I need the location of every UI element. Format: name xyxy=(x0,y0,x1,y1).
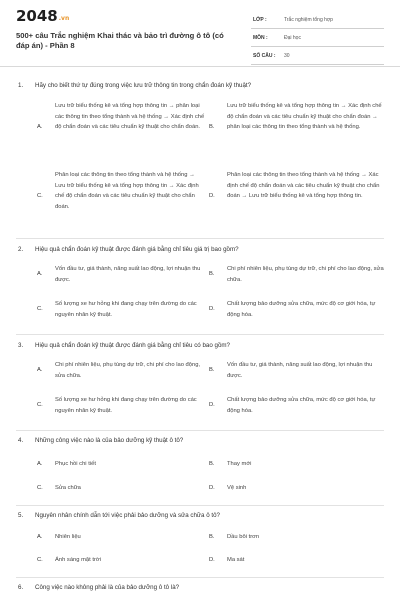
option-text: Chi phí nhiên liệu, phụ tùng dự trữ, chi phí cho lao động, sửa chữa. xyxy=(227,266,384,283)
option-b[interactable] xyxy=(209,532,384,544)
option-d[interactable] xyxy=(209,170,384,228)
option-letter: D. xyxy=(209,402,215,408)
option-a[interactable] xyxy=(37,360,205,384)
option-text: Phục hồi chi tiết xyxy=(55,461,96,467)
option-text: Chất lượng bảo dưỡng sửa chữa, mức độ cơ giới hóa, tự động hóa. xyxy=(227,397,376,414)
divider xyxy=(16,334,384,335)
question-number: 1. xyxy=(18,82,24,89)
option-d[interactable] xyxy=(209,555,384,567)
option-b[interactable] xyxy=(209,264,384,288)
option-b[interactable] xyxy=(209,459,384,471)
question-text: Những công việc nào là của bảo dưỡng kỹ thuật ô tô? xyxy=(35,437,184,444)
option-text: Ánh sáng mặt trời xyxy=(55,557,102,563)
option-c[interactable] xyxy=(37,299,205,323)
option-c[interactable] xyxy=(37,555,205,567)
option-b[interactable] xyxy=(209,101,384,159)
divider xyxy=(16,430,384,431)
question-number: 3. xyxy=(18,342,24,349)
option-letter: D. xyxy=(209,557,215,563)
question-text: Nguyên nhân chính dẫn tới việc phải bảo dưỡng và sửa chữa ô tô? xyxy=(35,512,220,519)
question-number: 5. xyxy=(18,512,24,519)
option-c[interactable] xyxy=(37,483,205,495)
option-letter: B. xyxy=(209,461,215,467)
option-text: Ma sát xyxy=(227,557,245,563)
option-letter: A. xyxy=(37,367,43,373)
question-text: Hiệu quả chẩn đoán kỹ thuật được đánh giá bằng chỉ tiêu có bao gồm? xyxy=(35,342,230,349)
meta-value: 30 xyxy=(284,53,290,59)
option-letter: C. xyxy=(37,306,43,312)
option-d[interactable] xyxy=(209,299,384,323)
meta-value: Đại học xyxy=(284,35,301,41)
option-letter: B. xyxy=(209,367,215,373)
option-text: Vốn đầu tư, giá thành, năng suất lao động, lợi nhuận thu được. xyxy=(55,266,201,283)
option-text: Sửa chữa xyxy=(55,485,81,491)
option-text: Số lượng xe hư hỏng khi đang chạy trên đường do các nguyên nhân kỹ thuật. xyxy=(55,397,197,414)
divider xyxy=(16,577,384,578)
logo-text: 2048 xyxy=(16,7,58,25)
logo-suffix: .vn xyxy=(58,15,70,22)
question-number: 6. xyxy=(18,584,24,591)
option-letter: B. xyxy=(209,124,215,130)
option-a[interactable] xyxy=(37,532,205,544)
question-number: 4. xyxy=(18,437,24,444)
meta-value: Trắc nghiệm tổng hợp xyxy=(284,17,333,23)
option-text: Chi phí nhiên liệu, phụ tùng dự trữ, chi phí cho lao động, sửa chữa. xyxy=(55,362,201,379)
meta-key: SỐ CÂU : xyxy=(253,53,276,59)
meta-key: LỚP : xyxy=(253,17,267,23)
option-d[interactable] xyxy=(209,395,384,419)
option-letter: D. xyxy=(209,306,215,312)
option-a[interactable] xyxy=(37,101,205,159)
question-list xyxy=(18,0,384,600)
document-title: 500+ câu Trắc nghiệm Khai thác và bảo trì đường ô tô (có đáp án) - Phần 8 xyxy=(16,31,224,50)
option-letter: A. xyxy=(37,534,43,540)
question-number: 2. xyxy=(18,246,24,253)
option-letter: C. xyxy=(37,402,43,408)
option-d[interactable] xyxy=(209,483,384,495)
option-letter: C. xyxy=(37,193,43,199)
option-c[interactable] xyxy=(37,170,205,228)
option-text: Vốn đầu tư, giá thành, năng suất lao động, lợi nhuận thu được. xyxy=(227,362,373,379)
option-text: Phân loại các thông tin theo tổng thành và hệ thống → Xác định chế độ chẩn đoán và các tiêu chuẩn kỹ thuật cho chẩn đoán → Lưu trữ biểu thống kê và tổng hợp thông tin. xyxy=(227,172,380,200)
option-b[interactable] xyxy=(209,360,384,384)
option-letter: C. xyxy=(37,557,43,563)
option-letter: D. xyxy=(209,193,215,199)
option-letter: A. xyxy=(37,271,43,277)
question-text: Công việc nào không phải là của bảo dưỡng ô tô là? xyxy=(35,584,180,591)
option-c[interactable] xyxy=(37,395,205,419)
option-text: Nhiên liệu xyxy=(55,534,81,540)
option-letter: A. xyxy=(37,124,43,130)
option-text: Dầu bôi trơn xyxy=(227,534,260,540)
option-text: Lưu trữ biểu thống kê và tổng hợp thông tin → phân loại các thông tin theo tổng thành và hệ thống → Xác định chế độ chẩn đoán và các tiêu chuẩn kỹ thuật cho chẩn đoán. xyxy=(55,103,205,131)
meta-key: MÔN : xyxy=(253,35,268,41)
option-text: Số lượng xe hư hỏng khi đang chạy trên đường do các nguyên nhân kỹ thuật. xyxy=(55,301,197,318)
option-text: Thay mới xyxy=(227,461,252,467)
option-text: Vệ sinh xyxy=(227,485,247,491)
divider xyxy=(16,238,384,239)
option-a[interactable] xyxy=(37,264,205,288)
question-text: Hiệu quả chẩn đoán kỹ thuật được đánh giá bằng chỉ tiêu giá trị bao gồm? xyxy=(35,246,239,253)
question-text: Hãy cho biết thứ tự đúng trong việc lưu trữ thông tin trong chẩn đoán kỹ thuật? xyxy=(35,82,252,89)
option-letter: A. xyxy=(37,461,43,467)
option-text: Phân loại các thông tin theo tổng thành và hệ thống → Lưu trữ biểu thống kê và tổng hợp thông tin → Xác định chế độ chẩn đoán và các tiêu chuẩn kỹ thuật cho chẩn đoán. xyxy=(55,172,199,210)
option-letter: B. xyxy=(209,534,215,540)
option-text: Lưu trữ biểu thống kê và tổng hợp thông tin → Xác định chế độ chẩn đoán và các tiêu chuẩn kỹ thuật cho chẩn đoán → phân loại các thông tin theo tổng thành và hệ thống. xyxy=(227,103,382,131)
divider xyxy=(16,505,384,506)
option-letter: B. xyxy=(209,271,215,277)
option-letter: C. xyxy=(37,485,43,491)
option-text: Chất lượng bảo dưỡng sửa chữa, mức độ cơ giới hóa, tự động hóa. xyxy=(227,301,376,318)
option-letter: D. xyxy=(209,485,215,491)
option-a[interactable] xyxy=(37,459,205,471)
